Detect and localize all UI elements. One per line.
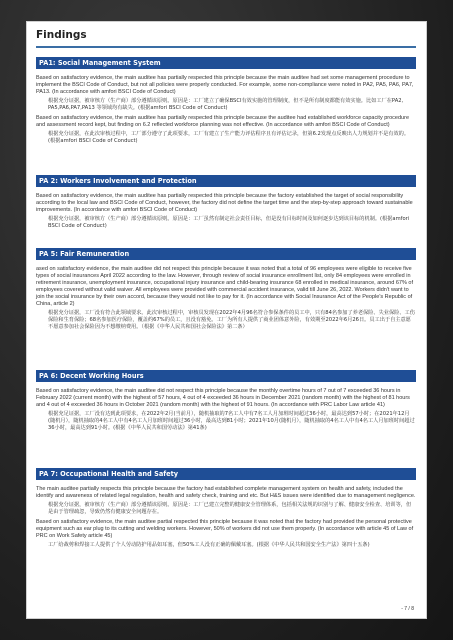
section-pa6 [36,370,416,435]
section-pa2 [36,175,416,233]
section-heading: PA 6: Decent Working Hours [36,370,416,382]
section-heading: PA 5: Fair Remuneration [36,248,416,260]
page-title: Findings [36,29,87,41]
finding-text-en: Based on satisfactory evidence, the main auditee has partially respected this principle because the main auditee had set some management procedure to implement the BSCI Code of Conduct, but not all policies were properly conducted. For example, some non-compliance were noted in PA2, PA5, PA6, PA7, PA13. (In accordance with amfori BSCI Code of Conduct) [36,75,414,95]
finding-text-cn: 根据充分证据，工厂没有符合此领域要求。此次审核过程中，审核员发现在2022年4月96名符合参保条件的员工中，只有84名参加了养老保险、失业保险、工伤保险和生育保险；68名参加医疗保险，覆盖约67%的员工，且没有豁免。工厂为所有人提供了商业团体意外险，有效期至2022年6月26日。员工出于自主意愿不愿意参加社会保险因为不想缴纳费用。（根据《中华人民共和国社会保险法》第二条） [48,310,415,330]
section-pa7 [36,468,416,552]
page-number: - 7 / 8 [401,606,414,612]
finding-text-cn: 工厂给裁剪和焊接工人提供了个人劳动防护用品如耳塞，但50%工人没有正确的佩戴耳塞。(根据《中华人民共和国安全生产法》第四十五条) [48,542,370,548]
finding-text-cn: 根据充足证据，工厂没有达到此项要求，在2022年2月(当前月），随机抽取的7名工人中有7名工人月加班时间超过36小时，最高达到57小时；在2021年12月(随机月），随机抽取的4名工人中有4名工人月加班时间超过36小时，最高达到81小时；2021年10月(随机月），随机抽取的4名工人中有4名工人月加班时间超过36小时，最高达到91小时。(根据《中华人民共和国劳动法》第41条) [48,411,415,431]
finding-text-en: Based on satisfactory evidence, the main auditee did not respect this principle because the monthly overtime hours of 7 out of 7 exceeded 36 hours in February 2022 (current month) with the highest of 57 hours, 4 out of 4 exceeded 36 hours in December 2021 (random month) with the highest of 81 hours and 4 out of 4 exceeded 36 hours in October 2021 (random month) with the highest of 91 hours. (In accordance with PRC Labor Law article 41) [36,388,410,408]
finding-text-cn: 根据充分证据，在此次审核过程中，工厂部分遵守了此项要求，工厂有建立了生产能力评估程序且有评估记录，但第6.2发现点反映出人力规划并不是有效的。(根据amfori BSCI Code of Conduct) [48,131,410,144]
section-pa1 [36,57,416,148]
finding-text-en: Based on satisfactory evidence, the main auditee has partially respected this principle because the factory established the target of social responsibility according to the local law and BSCI Code of Conduct, however, the factory did not define the target time and the step-by-step approach toward sustainable improvements. (In accordance with amfori BSCI Code of Conduct) [36,193,413,213]
finding-text-cn: 根据充分证据，被审核方（生产商）部分遵循该原则。原因是：工厂已建立完整的健康安全管理体系，包括相关法规的识别与了解、健康安全检查、培训等，但是由于管理疏忽，导致仍然有健康安全问题存在。 [48,502,412,515]
finding-text-en: ased on satisfactory evidence, the main auditee did not respect this principle because it was noted that a total of 96 employees were eligible to receive five types of social insurances April 2022 according to the law. However, through review of social insurance enrollment list, only 84 employees were enrolled in retirement insurance, unemployment insurance, occupational injury insurance and child-bearing insurance 68 enrolled in medical insurance, around 67% of employees covered without valid waiver. All employees were provided with commercial accident insurance, valid till June 26, 2022. Workers didn't want to join the social insurance by their own accord, because they would not like to pay for it. (In accordance with Social Insurance Act of the People's Republic of China, article 2) [36,266,413,307]
section-heading: PA 7: Occupational Health and Safety [36,468,416,480]
finding-text-en: Based on satisfactory evidence, the main auditee has partially respected this principle because the auditee had established workforce capacity procedure and assessment record kept, but finding on 6.2 reflected workforce planning was not effective. (In accordance with amfori BSCI Code of Conduct) [36,115,409,128]
title-underline [36,46,416,48]
section-heading: PA1: Social Management System [36,57,416,69]
section-heading: PA 2: Workers Involvement and Protection [36,175,416,187]
section-pa5 [36,248,416,334]
finding-text-cn: 根据充分证据，被审核方（生产商）部分遵循该原则。原因是：工厂建立了确保BSCI有效实施的管理制度，但不是所有制度都能有效实施。比如工厂在PA2, PA5,PA6,PA7,PA13 等领域均有缺失。(根据amfori BSCI Code of Conduct) [48,98,404,111]
finding-text-en: Based on satisfactory evidence, the main auditee partial respected this principle because it was noted that the factory had provided the personal protective equipment such as ear plug to its cutting and welding workers. However, 50% of workers did not use them properly. (In accordance with article 45 of Law of PRC on Work Safety article 45) [36,519,414,539]
document-page [27,22,426,618]
finding-text-cn: 根据充分证据，被审核方（生产商）部分遵循该原则。原因是：工厂虽然有制定社会责任目标，但是没有目标时间及如何逐步达到该目标的机制。(根据amfori BSCI Code of Conduct) [48,216,410,229]
finding-text-en: The main auditee partially respects this principle because the factory had established complete management system on health and safety, included the identify and awareness of related legal regulation, health and safety check, training and etc. But H&S issues were identified due to management negligence. [36,486,416,499]
